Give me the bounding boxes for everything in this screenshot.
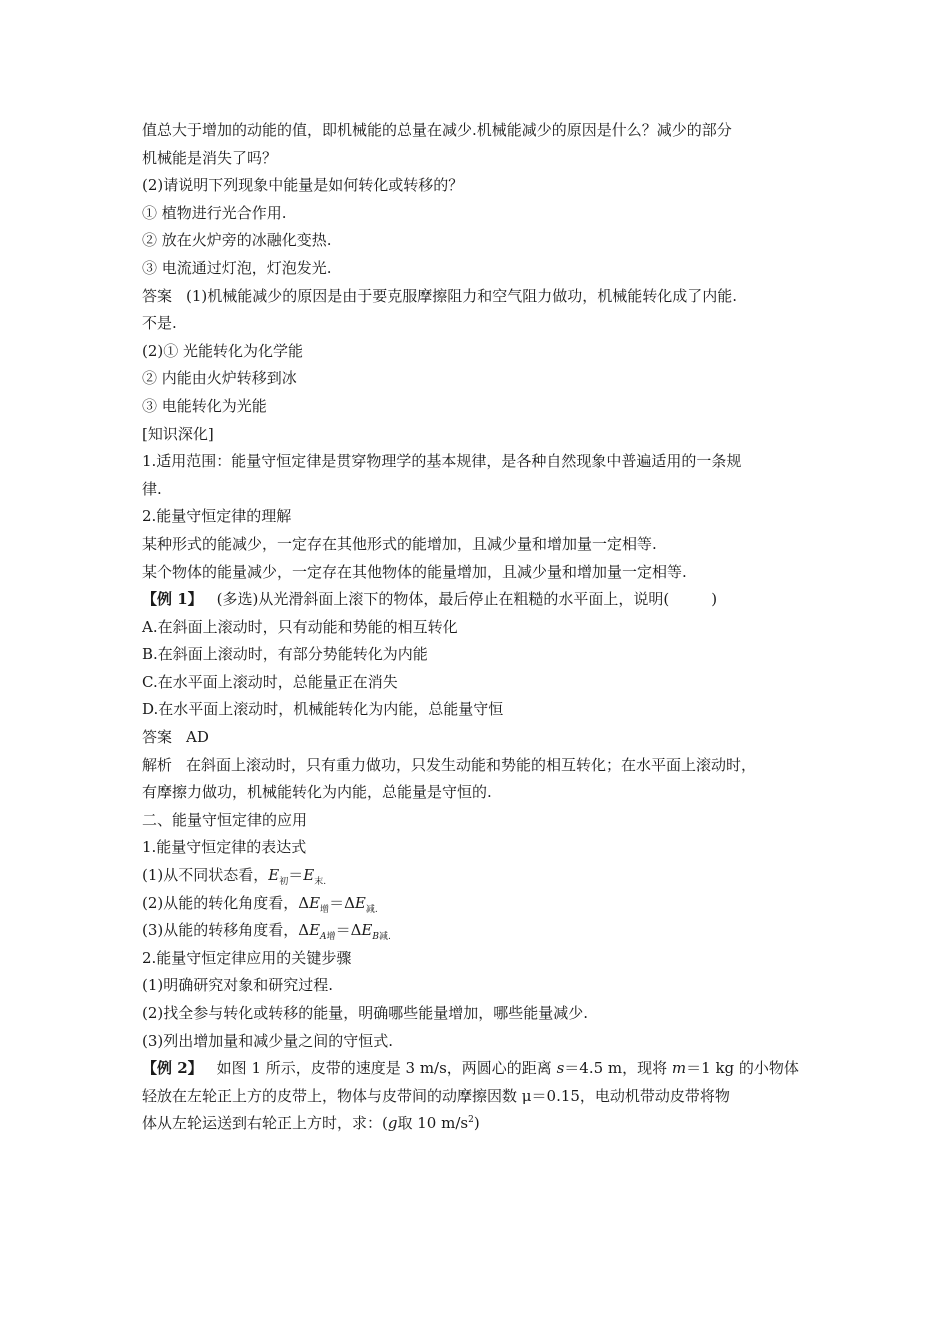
delta: Δ <box>298 921 310 940</box>
analysis-text: 在斜面上滚动时，只有重力做功，只发生动能和势能的相互转化；在水平面上滚动时， <box>186 755 757 774</box>
equals: ＝Δ <box>335 921 362 940</box>
subscript <box>320 932 336 942</box>
phenomenon-2: ② 放在火炉旁的冰融化变热. <box>142 231 332 250</box>
answer-value: AD <box>186 728 209 747</box>
answer-line <box>142 283 822 311</box>
example-text: 取 10 m/s <box>397 1114 469 1133</box>
section-heading: 二、能量守恒定律的应用 <box>142 810 308 829</box>
step-3: (3)列出增加量和减少量之间的守恒式. <box>142 1031 394 1050</box>
page-body <box>142 117 822 1138</box>
energy-symbol: E <box>309 893 321 912</box>
answer-item: ② 内能由火炉转移到冰 <box>142 369 297 388</box>
subheading: 2.能量守恒定律的理解 <box>142 507 292 526</box>
example-label: 【例 1】 <box>142 590 203 609</box>
superscript: 2 <box>468 1115 474 1126</box>
answer-line <box>142 724 822 752</box>
subscript-text: 增 <box>326 932 336 943</box>
example-text: ) <box>473 1114 480 1133</box>
subscript: 增 <box>320 904 330 915</box>
text-line <box>142 1110 822 1138</box>
answer-label: 答案 <box>142 728 173 747</box>
subscript: 末. <box>314 877 327 888</box>
example-text: 如图 1 所示，皮带的速度是 3 m/s，两圆心的距离 <box>216 1059 557 1078</box>
answer-bracket-close: ) <box>711 590 718 609</box>
equals: ＝Δ <box>329 893 355 912</box>
delta: Δ <box>298 893 310 912</box>
formula-3 <box>142 917 822 945</box>
example-text: (多选)从光滑斜面上滚下的物体，最后停止在粗糙的水平面上，说明( <box>216 590 670 609</box>
subscript-text: 减. <box>378 932 391 943</box>
subscript: 减. <box>365 904 378 915</box>
variable-g: g <box>387 1114 398 1133</box>
subheading: 2.能量守恒定律应用的关键步骤 <box>142 948 352 967</box>
energy-symbol: E <box>309 921 321 940</box>
option-b: B.在斜面上滚动时，有部分势能转化为内能 <box>142 645 428 664</box>
subscript: 初 <box>279 877 289 888</box>
example-text: ＝1 kg 的小物体 <box>686 1059 799 1078</box>
example-2 <box>142 1055 822 1083</box>
question-2: (2)请说明下列现象中能量是如何转化或转移的？ <box>142 176 464 195</box>
text-line: 不是. <box>142 314 177 333</box>
formula-prefix: (3)从能的转移角度看， <box>142 921 299 940</box>
energy-symbol: E <box>268 866 280 885</box>
variable-s: s <box>556 1059 565 1078</box>
energy-symbol: E <box>361 921 373 940</box>
example-1 <box>142 586 822 614</box>
subscript-object: A <box>320 932 327 943</box>
energy-symbol: E <box>303 866 315 885</box>
analysis-line <box>142 752 822 780</box>
example-text: ＝4.5 m，现将 <box>564 1059 672 1078</box>
equals: ＝ <box>288 866 304 885</box>
text-line: 值总大于增加的动能的值，即机械能的总量在减少.机械能减少的原因是什么？减少的部分 <box>142 121 732 139</box>
subheading: 1.能量守恒定律的表达式 <box>142 838 307 857</box>
example-text: 体从左轮运送到右轮正上方时，求：( <box>142 1114 388 1133</box>
answer-text: (1)机械能减少的原因是由于要克服摩擦阻力和空气阻力做功，机械能转化成了内能. <box>186 286 738 305</box>
formula-prefix: (1)从不同状态看， <box>142 866 269 885</box>
example-label: 【例 2】 <box>142 1059 203 1078</box>
subscript-object: B <box>372 932 379 943</box>
variable-m: m <box>671 1059 687 1078</box>
energy-symbol: E <box>354 893 366 912</box>
text-line: 1.适用范围：能量守恒定律是贯穿物理学的基本规律，是各种自然现象中普遍适用的一条规 <box>142 452 742 471</box>
option-c: C.在水平面上滚动时，总能量正在消失 <box>142 672 398 691</box>
answer-item: ③ 电能转化为光能 <box>142 396 267 415</box>
option-a: A.在斜面上滚动时，只有动能和势能的相互转化 <box>142 617 458 636</box>
text-line: 有摩擦力做功，机械能转化为内能，总能量是守恒的. <box>142 783 492 802</box>
text-line: 律. <box>142 479 162 498</box>
answer-item: (2)① 光能转化为化学能 <box>142 341 304 360</box>
formula-2 <box>142 890 822 918</box>
phenomenon-3: ③ 电流通过灯泡，灯泡发光. <box>142 258 332 277</box>
text-line: 某种形式的能减少，一定存在其他形式的能增加，且减少量和增加量一定相等. <box>142 534 657 553</box>
phenomenon-1: ① 植物进行光合作用. <box>142 203 287 222</box>
text-line: 某个物体的能量减少，一定存在其他物体的能量增加，且减少量和增加量一定相等. <box>142 562 687 581</box>
text-line: 机械能是消失了吗？ <box>142 148 278 167</box>
option-d: D.在水平面上滚动时，机械能转化为内能，总能量守恒 <box>142 700 504 719</box>
text-line: 轻放在左轮正上方的皮带上，物体与皮带间的动摩擦因数 μ＝0.15，电动机带动皮带将物 <box>142 1086 730 1105</box>
subscript <box>372 932 391 942</box>
formula-prefix: (2)从能的转化角度看， <box>142 893 299 912</box>
step-2: (2)找全参与转化或转移的能量，明确哪些能量增加，哪些能量减少. <box>142 1004 589 1022</box>
formula-1 <box>142 862 822 890</box>
analysis-label: 解析 <box>142 755 173 774</box>
step-1: (1)明确研究对象和研究过程. <box>142 976 334 995</box>
answer-label: 答案 <box>142 286 173 305</box>
section-heading: [知识深化] <box>142 424 214 443</box>
